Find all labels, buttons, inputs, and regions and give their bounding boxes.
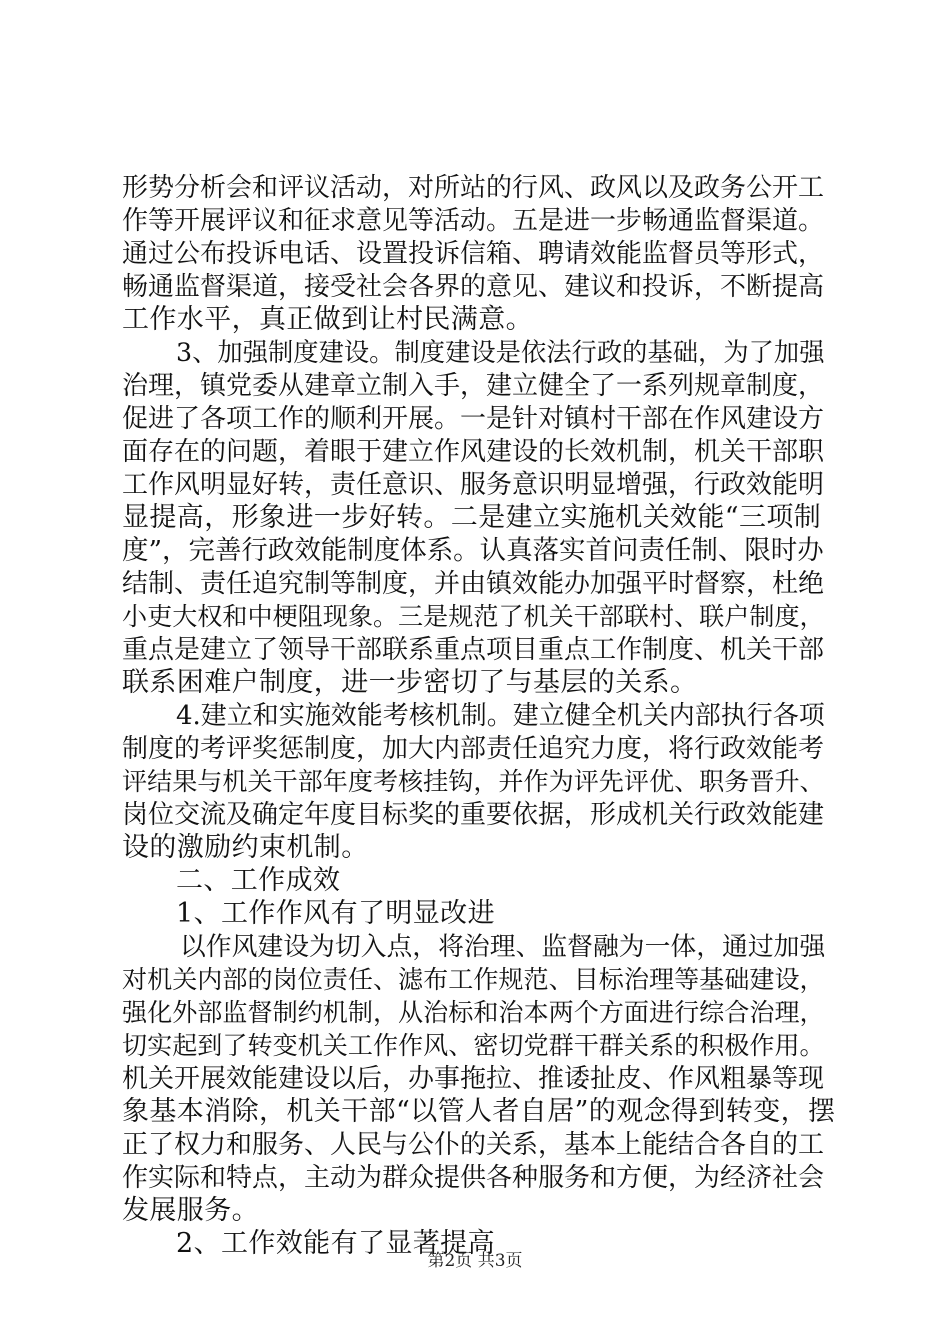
text-line: 显提高，形象进一步好转。二是建立实施机关效能“三项制 [122, 502, 822, 533]
text-line: 正了权力和服务、人民与公仆的关系，基本上能结合各自的工 [122, 1130, 825, 1160]
section-heading-results: 二、工作成效 [176, 865, 341, 896]
text-line: 工作水平，真正做到让村民满意。 [122, 304, 533, 335]
text-line: 结制、责任追究制等制度，并由镇效能办加强平时督察，杜绝 [122, 569, 825, 599]
text-line: 促进了各项工作的顺利开展。一是针对镇村干部在作风建设方 [122, 404, 825, 434]
text-line: 作实际和特点，主动为群众提供各种服务和方便，为经济社会 [122, 1163, 825, 1193]
section-heading-3: 3、加强制度建设。制度建设是依法行政的基础，为了加强 [176, 338, 825, 367]
text-line: 制度的考评奖惩制度，加大内部责任追究力度，将行政效能考 [122, 734, 825, 764]
text-line: 机关开展效能建设以后，办事拖拉、推诿扯皮、作风粗暴等现 [122, 1064, 825, 1094]
text-line: 面存在的问题，着眼于建立作风建设的长效机制，机关干部职 [122, 437, 825, 467]
page-footer: 第2页 共3页 [427, 1251, 523, 1271]
text-line: 畅通监督渠道，接受社会各界的意见、建议和投诉，不断提高 [122, 272, 825, 302]
text-line: 通过公布投诉电话、设置投诉信箱、聘请效能监督员等形式， [122, 239, 825, 269]
text-line: 形势分析会和评议活动，对所站的行风、政风以及政务公开工 [122, 173, 825, 203]
text-line: 强化外部监督制约机制，从治标和治本两个方面进行综合治理， [122, 998, 825, 1027]
text-line: 重点是建立了领导干部联系重点项目重点工作制度、机关干部 [122, 635, 825, 665]
text-line: 度”，完善行政效能制度体系。认真落实首问责任制、限时办 [122, 535, 824, 566]
text-line: 象基本消除，机关干部“以管人者自居”的观念得到转变，摆 [122, 1096, 836, 1127]
text-line: 以作风建设为切入点，将治理、监督融为一体，通过加强 [180, 932, 826, 962]
text-line: 工作风明显好转，责任意识、服务意识明显增强，行政效能明 [122, 470, 825, 500]
text-line: 设的激励约束机制。 [122, 832, 369, 863]
text-line: 小吏大权和中梗阻现象。三是规范了机关干部联村、联户制度， [122, 602, 825, 631]
subsection-heading-1: 1、工作作风有了明显改进 [176, 898, 495, 929]
text-line: 发展服务。 [122, 1195, 259, 1226]
text-line: 切实起到了转变机关工作作风、密切党群干群关系的积极作用。 [122, 1031, 825, 1060]
section-heading-4: 4.建立和实施效能考核机制。建立健全机关内部执行各项 [176, 701, 825, 731]
text-line: 岗位交流及确定年度目标奖的重要依据，形成机关行政效能建 [122, 800, 825, 830]
text-line: 对机关内部的岗位责任、滤布工作规范、目标治理等基础建设， [122, 965, 825, 994]
text-line: 联系困难户制度，进一步密切了与基层的关系。 [122, 667, 698, 698]
text-line: 治理，镇党委从建章立制入手，建立健全了一系列规章制度， [122, 371, 825, 401]
subsection-heading-2: 2、工作效能有了显著提高 [176, 1228, 495, 1259]
text-line: 评结果与机关干部年度考核挂钩，并作为评先评优、职务晋升、 [122, 767, 825, 796]
text-line: 作等开展评议和征求意见等活动。五是进一步畅通监督渠道。 [122, 206, 825, 236]
